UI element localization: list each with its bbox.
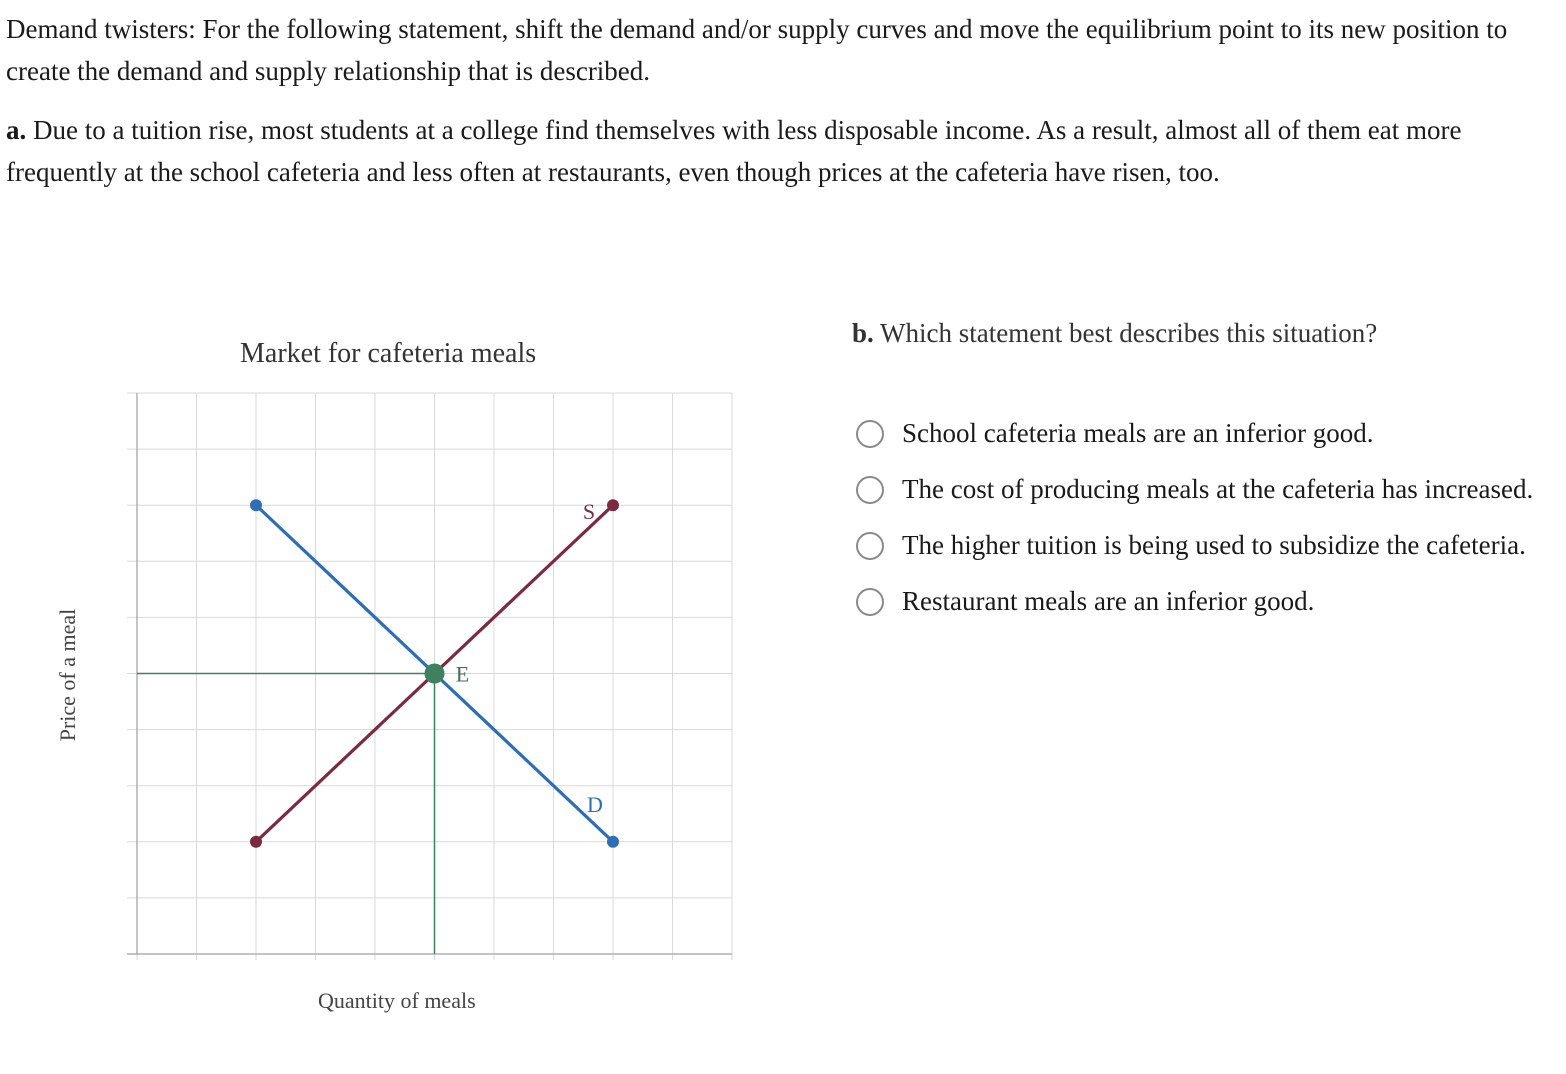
option-tuition-subsidize[interactable] xyxy=(856,524,1536,566)
question-b-label: b. xyxy=(852,318,874,348)
option-inferior-cafeteria[interactable] xyxy=(856,412,1536,454)
x-axis-label: Quantity of meals xyxy=(318,988,476,1013)
supply-curve-label: S xyxy=(582,499,596,525)
demand-handle-end xyxy=(607,836,619,848)
demand-curve-label: D xyxy=(587,791,603,817)
supply-handle-end xyxy=(607,499,619,511)
equilibrium-point xyxy=(425,664,445,684)
radio-button[interactable] xyxy=(856,532,884,560)
supply-handle-start xyxy=(250,836,262,848)
option-inferior-restaurant[interactable] xyxy=(856,580,1536,622)
radio-button[interactable] xyxy=(856,476,884,504)
question-b-text: Which statement best describes this situation? xyxy=(880,318,1378,348)
option-label: The cost of producing meals at the cafeteria has increased. xyxy=(902,474,1534,504)
option-label: School cafeteria meals are an inferior good. xyxy=(902,418,1374,448)
option-cost-increased[interactable] xyxy=(856,468,1536,510)
question-b xyxy=(852,318,1377,349)
part-a-statement xyxy=(6,109,1562,193)
radio-button[interactable] xyxy=(856,420,884,448)
equilibrium-label: E xyxy=(455,661,470,687)
intro-label: Demand twisters: xyxy=(6,14,196,44)
option-label: The higher tuition is being used to subsidize the cafeteria. xyxy=(902,530,1526,560)
part-a-body: Due to a tuition rise, most students at a college find themselves with less disposable income. As a result, almost all of them eat more frequently at the school cafeteria and less often at restaurants, even though prices at the cafeteria have risen, too. xyxy=(6,115,1462,187)
part-a-label: a. xyxy=(6,115,27,145)
y-axis-label: Price of a meal xyxy=(55,608,80,742)
option-label: Restaurant meals are an inferior good. xyxy=(902,586,1315,616)
answer-options xyxy=(856,412,1536,636)
intro-body: For the following statement, shift the demand and/or supply curves and move the equilibrium point to its new position to create the demand and supply relationship that is described. xyxy=(6,14,1508,86)
intro-text xyxy=(6,8,1556,92)
demand-handle-start xyxy=(250,499,262,511)
supply-demand-chart xyxy=(0,320,760,1040)
chart-title: Market for cafeteria meals xyxy=(240,338,537,369)
chart-plot-area[interactable] xyxy=(0,320,760,1040)
radio-button[interactable] xyxy=(856,588,884,616)
